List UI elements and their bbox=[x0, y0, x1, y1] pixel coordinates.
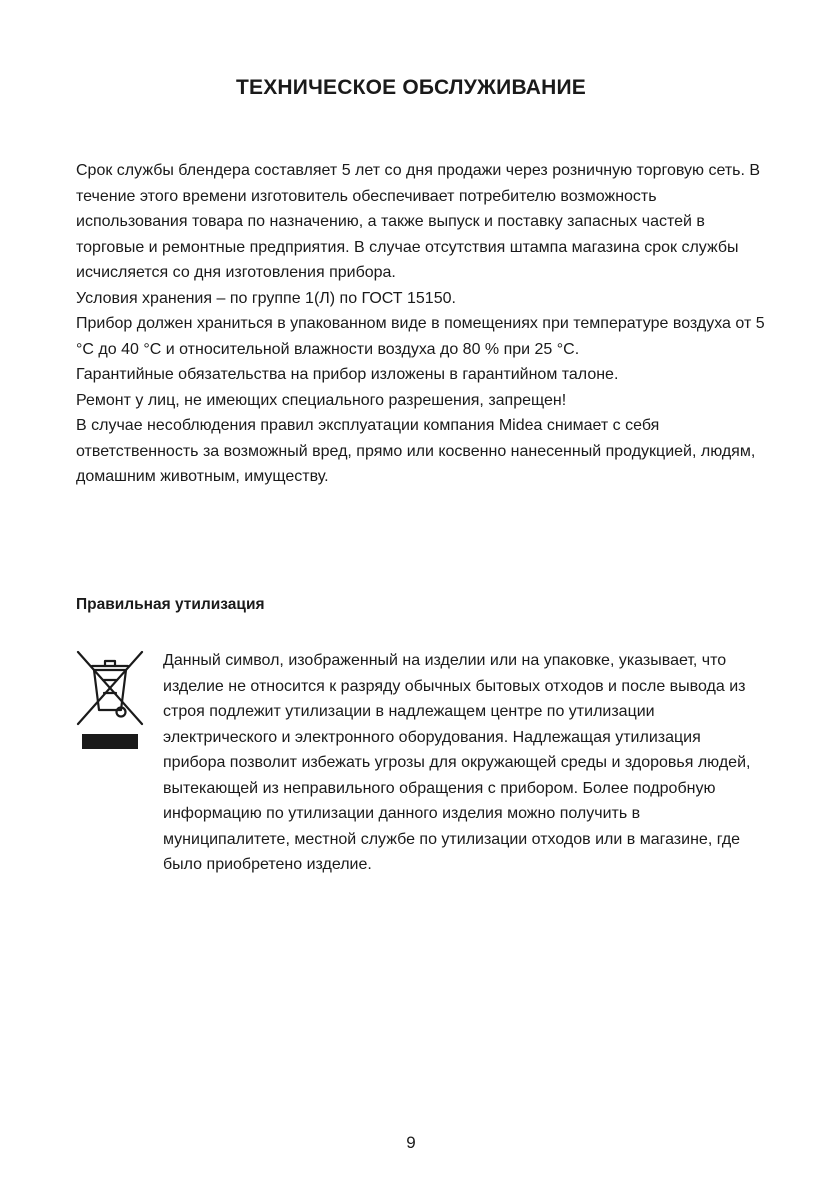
paragraph-repair-warning: Ремонт у лиц, не имеющих специального разрешения, запрещен! bbox=[76, 391, 567, 409]
crossed-out-wheeled-bin-icon bbox=[72, 648, 148, 754]
paragraph-storage-conditions: Условия хранения – по группе 1(Л) по ГОСТ 15150. bbox=[76, 289, 456, 307]
paragraph-storage-requirements: Прибор должен храниться в упакованном виде в помещениях при температуре воздуха от 5 °С до 40 °С и относительной влажности воздуха до 80 % при 25 °С. bbox=[76, 315, 765, 358]
disposal-heading: Правильная утилизация bbox=[76, 596, 265, 613]
paragraph-liability: В случае несоблюдения правил эксплуатации компания Midea снимает с себя ответственность за возможный вред, прямо или косвенно нанесенный продукцией, людям, домашним животным, имуществу. bbox=[76, 417, 756, 485]
page-title: ТЕХНИЧЕСКОЕ ОБСЛУЖИВАНИЕ bbox=[235, 76, 587, 99]
paragraph-warranty: Гарантийные обязательства на прибор изложены в гарантийном талоне. bbox=[76, 366, 619, 383]
paragraph-service-life: Срок службы блендера составляет 5 лет со дня продажи через розничную торговую сеть. В течение этого времени изготовитель обеспечивает потребителю возможность использования товара по назначению, а также выпуск и поставку запасных частей в торговые и ремонтные предприятия. В случае отсутствия штампа магазина срок службы исчисляется со дня изготовления прибора. bbox=[76, 162, 761, 281]
maintenance-text bbox=[76, 158, 766, 490]
disposal-text: Данный символ, изображенный на изделии или на упаковке, указывает, что изделие не относится к разряду обычных бытовых отходов и после вывода из строя подлежит утилизации в надлежащем центре по утилизации электрического и электронного оборудования. Надлежащая утилизация прибора позволит избежать угрозы для окружающей среды и здоровья людей, вытекающей из неправильного обращения с прибором. Более подробную информацию по утилизации данного изделия можно получить в муниципалитете, местной службе по утилизации отходов или в магазине, где было приобретено изделие. bbox=[163, 652, 751, 873]
page-number: 9 bbox=[406, 1133, 416, 1152]
